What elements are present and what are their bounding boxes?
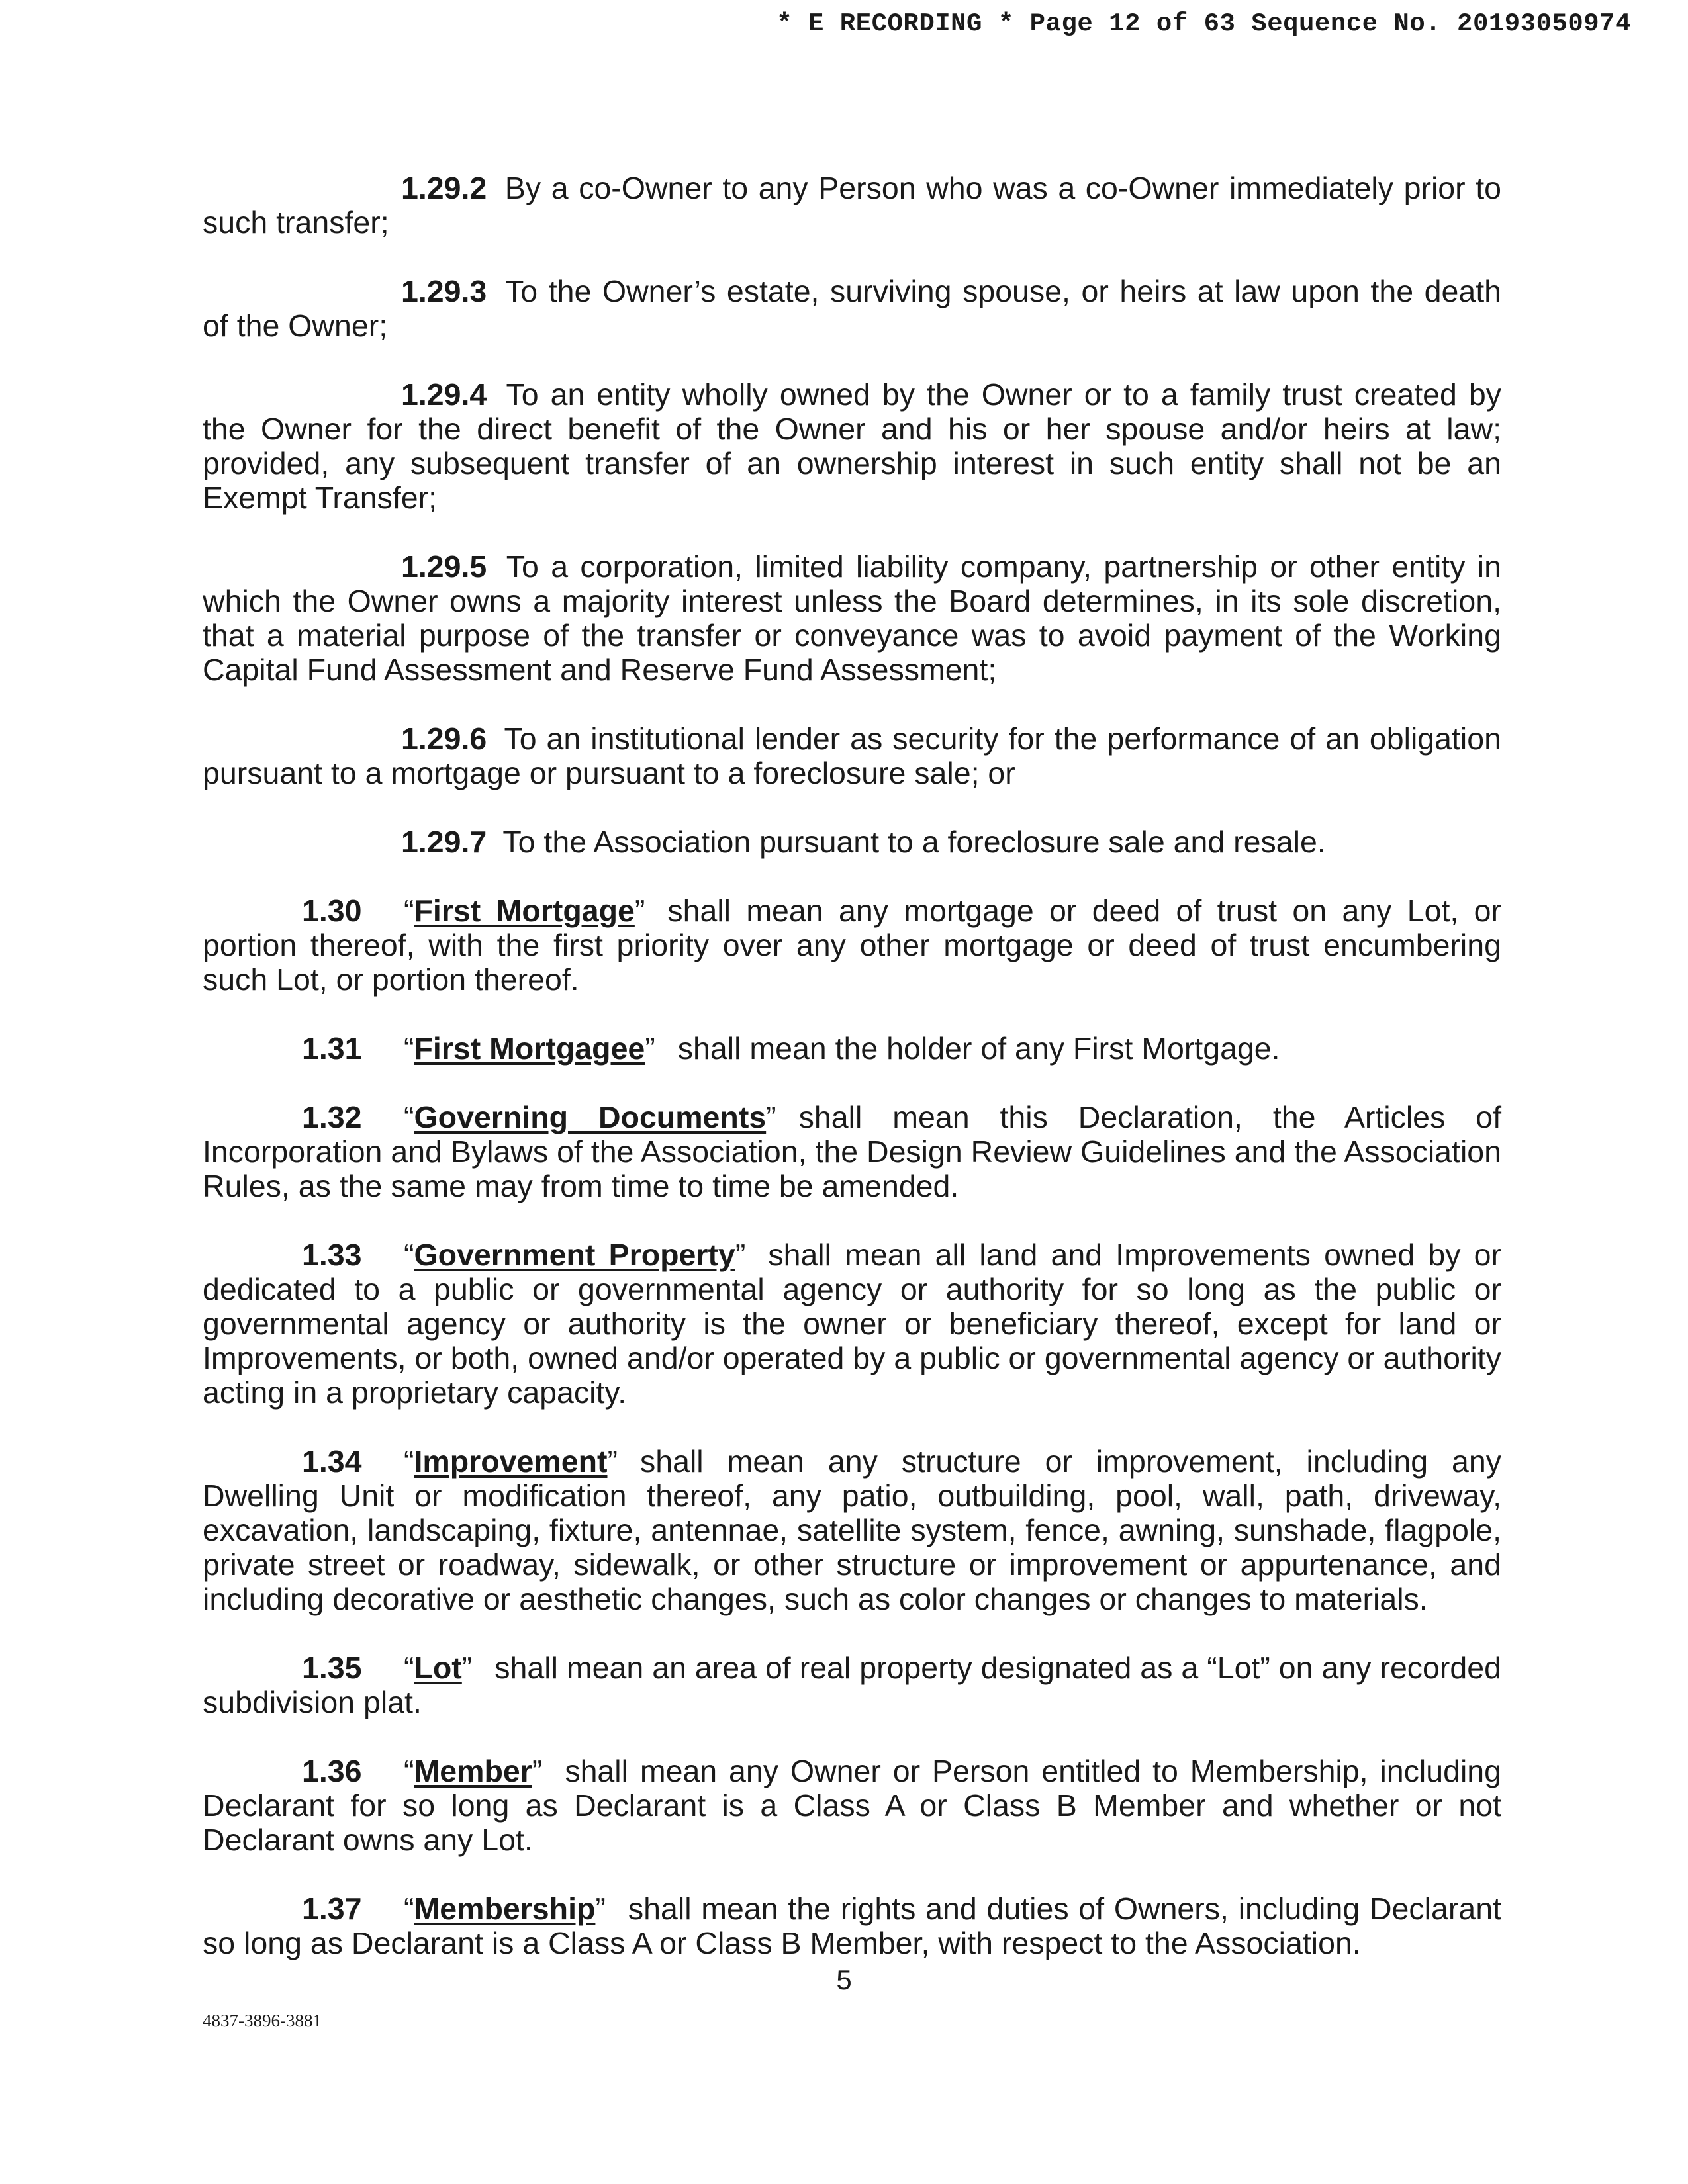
subsection-1-29-4 [203, 377, 1501, 515]
subsection-number: 1.29.2 [401, 171, 487, 205]
definition-number: 1.30 [302, 893, 362, 928]
open-quote: “ [404, 1651, 414, 1685]
definition-1-35 [203, 1651, 1501, 1719]
definition-text: shall mean the holder of any First Mortgage. [677, 1031, 1280, 1066]
definition-text: shall mean all land and Improvements owned by or dedicated to a public or governmental agency or authority for so long as the public or governmental agency or authority is the owner or beneficiary thereof, except for land or Improvements, or both, owned and/or operated by a public or governmental agency or authority acting in a proprietary capacity. [203, 1238, 1501, 1410]
defined-term: Lot [414, 1651, 462, 1685]
close-quote: ” [532, 1754, 543, 1788]
definition-1-37 [203, 1891, 1501, 1960]
subsection-text: By a co-Owner to any Person who was a co-Owner immediately prior to such transfer; [203, 171, 1501, 240]
definition-number: 1.32 [302, 1100, 362, 1134]
definition-text: shall mean the rights and duties of Owners, including Declarant so long as Declarant is a Class A or Class B Member, with respect to the Association. [203, 1891, 1501, 1960]
defined-term: Membership [414, 1891, 596, 1926]
defined-term: First Mortgage [414, 893, 635, 928]
subsection-1-29-3 [203, 274, 1501, 343]
open-quote: “ [404, 1031, 414, 1066]
open-quote: “ [404, 893, 414, 928]
subsection-number: 1.29.6 [401, 721, 487, 756]
defined-term: First Mortgagee [414, 1031, 645, 1066]
close-quote: ” [735, 1238, 746, 1272]
document-body [203, 171, 1501, 1995]
definition-text: shall mean any mortgage or deed of trust on any Lot, or portion thereof, with the first priority over any other mortgage or deed of trust encumbering such Lot, or portion thereof. [203, 893, 1501, 997]
definition-number: 1.35 [302, 1651, 362, 1685]
open-quote: “ [404, 1891, 414, 1926]
definition-1-31 [203, 1031, 1501, 1066]
subsection-1-29-5 [203, 549, 1501, 687]
open-quote: “ [404, 1754, 414, 1788]
document-id: 4837-3896-3881 [203, 2011, 322, 2030]
definition-number: 1.33 [302, 1238, 362, 1272]
definition-1-34 [203, 1444, 1501, 1616]
close-quote: ” [766, 1100, 776, 1134]
defined-term: Government Property [414, 1238, 735, 1272]
open-quote: “ [404, 1444, 414, 1479]
subsection-1-29-2 [203, 171, 1501, 240]
subsection-text: To the Owner’s estate, surviving spouse, or heirs at law upon the death of the Owner; [203, 274, 1501, 343]
open-quote: “ [404, 1238, 414, 1272]
subsection-1-29-7 [203, 825, 1501, 859]
definition-1-32 [203, 1100, 1501, 1203]
definition-number: 1.36 [302, 1754, 362, 1788]
recording-stamp: * E RECORDING * Page 12 of 63 Sequence No. 20193050974 [776, 9, 1631, 38]
subsection-text: To an entity wholly owned by the Owner or to a family trust created by the Owner for the direct benefit of the Owner and his or her spouse and/or heirs at law; provided, any subsequent transfer of an ownership interest in such entity shall not be an Exempt Transfer; [203, 377, 1501, 515]
defined-term: Improvement [414, 1444, 608, 1479]
subsection-number: 1.29.4 [401, 377, 487, 412]
definition-1-36 [203, 1754, 1501, 1857]
subsection-text: To the Association pursuant to a foreclosure sale and resale. [502, 825, 1326, 859]
subsection-number: 1.29.7 [401, 825, 487, 859]
definition-text: shall mean an area of real property designated as a “Lot” on any recorded subdivision plat. [203, 1651, 1501, 1719]
subsection-text: To an institutional lender as security for the performance of an obligation pursuant to a mortgage or pursuant to a foreclosure sale; or [203, 721, 1501, 790]
close-quote: ” [645, 1031, 655, 1066]
open-quote: “ [404, 1100, 414, 1134]
subsection-1-29-6 [203, 721, 1501, 790]
subsection-text: To a corporation, limited liability company, partnership or other entity in which the Owner owns a majority interest unless the Board determines, in its sole discretion, that a material purpose of the transfer or conveyance was to avoid payment of the Working Capital Fund Assessment and Reserve Fund Assessment; [203, 549, 1501, 687]
definition-1-33 [203, 1238, 1501, 1410]
subsection-number: 1.29.5 [401, 549, 487, 584]
close-quote: ” [634, 893, 645, 928]
close-quote: ” [595, 1891, 606, 1926]
close-quote: ” [607, 1444, 618, 1479]
definition-number: 1.31 [302, 1031, 362, 1066]
defined-term: Member [414, 1754, 532, 1788]
definition-number: 1.37 [302, 1891, 362, 1926]
subsection-number: 1.29.3 [401, 274, 487, 308]
defined-term: Governing Documents [414, 1100, 767, 1134]
definition-number: 1.34 [302, 1444, 362, 1479]
page-number: 5 [836, 1964, 852, 1995]
definition-1-30 [203, 893, 1501, 997]
definition-text: shall mean this Declaration, the Articles of Incorporation and Bylaws of the Association, the Design Review Guidelines and the Association Rules, as the same may from time to time be amended. [203, 1100, 1501, 1203]
definition-text: shall mean any Owner or Person entitled to Membership, including Declarant for so long as Declarant is a Class A or Class B Member and whether or not Declarant owns any Lot. [203, 1754, 1501, 1857]
close-quote: ” [461, 1651, 473, 1685]
definition-text: shall mean any structure or improvement, including any Dwelling Unit or modification thereof, any patio, outbuilding, pool, wall, path, driveway, excavation, landscaping, fixture, antennae, satellite system, fence, awning, sunshade, flagpole, private street or roadway, sidewalk, or other structure or improvement or appurtenance, and including decorative or aesthetic changes, such as color changes or changes to materials. [203, 1444, 1501, 1616]
